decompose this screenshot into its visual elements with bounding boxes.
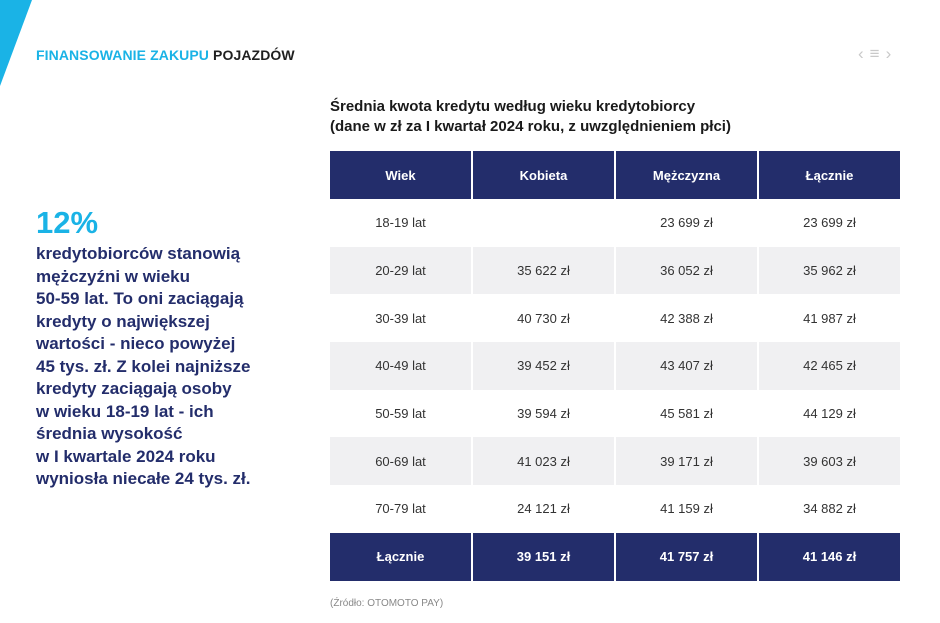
stat-line: średnia wysokość — [36, 424, 183, 443]
table-row — [330, 342, 900, 390]
stat-line: w I kwartale 2024 roku — [36, 446, 216, 466]
total-cell: 35 962 zł — [759, 247, 900, 295]
table-title-line2: (dane w zł za I kwartał 2024 roku, z uwzględnieniem płci) — [330, 118, 731, 135]
total-cell: 42 465 zł — [759, 342, 900, 390]
table-total-row — [330, 533, 900, 581]
page-navigation — [858, 45, 891, 62]
column-header-female: Kobieta — [473, 151, 614, 199]
section-title — [36, 47, 295, 63]
stat-line: 50-59 lat. To oni zaciągają — [36, 289, 244, 308]
age-cell: 30-39 lat — [330, 294, 471, 342]
age-cell: 50-59 lat — [330, 390, 471, 438]
table-title-line1: Średnia kwota kredytu według wieku kredytobiorcy — [330, 98, 696, 115]
male-cell: 41 159 zł — [616, 485, 757, 533]
total-cell: 23 699 zł — [759, 199, 900, 247]
male-cell: 45 581 zł — [616, 390, 757, 438]
total-male: 41 757 zł — [616, 533, 757, 581]
total-label: Łącznie — [330, 533, 471, 581]
table-title — [330, 97, 731, 137]
female-cell: 39 452 zł — [473, 342, 614, 390]
total-overall: 41 146 zł — [759, 533, 900, 581]
age-cell: 60-69 lat — [330, 437, 471, 485]
total-female: 39 151 zł — [473, 533, 614, 581]
stat-description — [36, 243, 306, 491]
total-cell: 44 129 zł — [759, 390, 900, 438]
credit-table — [328, 151, 902, 581]
female-cell: 39 594 zł — [473, 390, 614, 438]
male-cell: 43 407 zł — [616, 342, 757, 390]
chevron-right-icon[interactable]: › — [885, 44, 892, 63]
male-cell: 42 388 zł — [616, 294, 757, 342]
male-cell: 39 171 zł — [616, 437, 757, 485]
table-row — [330, 390, 900, 438]
stat-number: 12% — [36, 205, 99, 240]
table-row — [330, 294, 900, 342]
table-row — [330, 199, 900, 247]
highlight-stat — [36, 206, 306, 491]
female-cell: 40 730 zł — [473, 294, 614, 342]
section-title-part1: FINANSOWANIE ZAKUPU — [36, 47, 210, 63]
chevron-left-icon[interactable]: ‹ — [858, 44, 864, 63]
total-cell: 41 987 zł — [759, 294, 900, 342]
age-cell: 18-19 lat — [330, 199, 471, 247]
table-row — [330, 437, 900, 485]
column-header-age: Wiek — [330, 151, 471, 199]
male-cell: 23 699 zł — [616, 199, 757, 247]
age-cell: 20-29 lat — [330, 247, 471, 295]
stat-line: mężczyźni w wieku — [36, 266, 190, 286]
stat-line: kredyty o największej — [36, 311, 210, 331]
stat-line: wyniosła niecałe 24 tys. zł. — [36, 469, 251, 488]
stat-line: kredyty zaciągają osoby — [36, 379, 232, 398]
female-cell — [473, 199, 614, 247]
female-cell: 41 023 zł — [473, 437, 614, 485]
age-cell: 70-79 lat — [330, 485, 471, 533]
stat-line: 45 tys. zł. Z kolei najniższe — [36, 356, 251, 376]
total-cell: 34 882 zł — [759, 485, 900, 533]
male-cell: 36 052 zł — [616, 247, 757, 295]
female-cell: 35 622 zł — [473, 247, 614, 295]
age-cell: 40-49 lat — [330, 342, 471, 390]
column-header-total: Łącznie — [759, 151, 900, 199]
table-row — [330, 247, 900, 295]
stat-line: kredytobiorców stanowią — [36, 244, 241, 263]
female-cell: 24 121 zł — [473, 485, 614, 533]
stat-line: wartości - nieco powyżej — [36, 334, 236, 353]
table-row — [330, 485, 900, 533]
column-header-male: Mężczyzna — [616, 151, 757, 199]
section-title-part2: POJAZDÓW — [213, 47, 295, 63]
table-header-row — [330, 151, 900, 199]
source-note: (Źródło: OTOMOTO PAY) — [330, 598, 444, 609]
total-cell: 39 603 zł — [759, 437, 900, 485]
stat-line: w wieku 18-19 lat - ich — [36, 401, 214, 421]
accent-corner-shape — [0, 0, 32, 86]
menu-icon[interactable]: ≡ — [869, 44, 880, 63]
